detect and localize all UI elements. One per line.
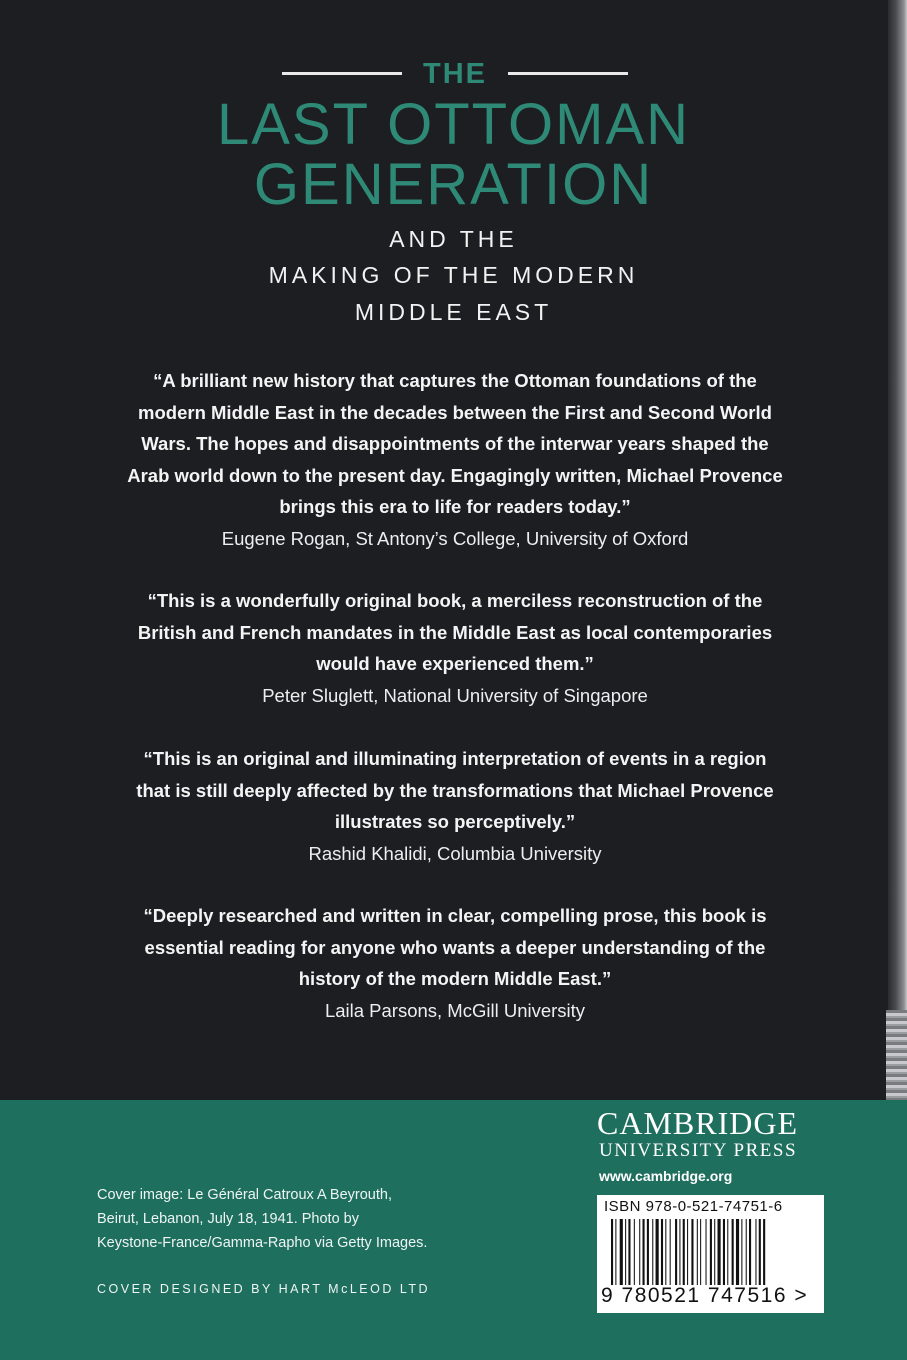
quote-line: brings this era to life for readers today.” xyxy=(279,496,631,517)
barcode-bar xyxy=(639,1219,640,1285)
barcode-bar xyxy=(675,1219,677,1285)
quote-line: illustrates so perceptively.” xyxy=(334,811,576,832)
barcode-bar xyxy=(714,1219,715,1285)
quote-line: modern Middle East in the decades between the First and Second World xyxy=(138,401,772,423)
quote-line: Arab world down to the present day. Engagingly written, Michael Provence xyxy=(127,464,783,486)
title-the: THE xyxy=(423,58,487,90)
barcode-bar xyxy=(727,1219,728,1285)
barcode-bar xyxy=(634,1219,635,1285)
cover-designer-credit: COVER DESIGNED BY HART McLEOD LTD xyxy=(97,1282,431,1296)
quote-line: British and French mandates in the Middle East as local contemporaries xyxy=(137,621,773,643)
credit-line: Cover image: Le Général Catroux A Beyrouth, xyxy=(97,1187,392,1203)
barcode-bar xyxy=(749,1219,751,1285)
review-quote xyxy=(100,585,810,680)
review-khalidi xyxy=(100,743,810,869)
barcode-bar xyxy=(687,1219,688,1285)
barcode-bar xyxy=(763,1219,765,1285)
review-quote xyxy=(100,365,810,523)
quote-line: that is still deeply affected by the transformations that Michael Provence xyxy=(136,779,774,801)
credit-line: Beirut, Lebanon, July 18, 1941. Photo by xyxy=(97,1211,359,1227)
barcode-bar xyxy=(759,1219,761,1285)
barcode-bar xyxy=(652,1219,653,1285)
subtitle-line-2: MAKING OF THE MODERN xyxy=(268,262,639,288)
barcode-bar xyxy=(683,1219,685,1285)
cover-image-credit xyxy=(97,1183,517,1255)
review-attribution: Laila Parsons, McGill University xyxy=(324,999,586,1021)
title-rule-left xyxy=(282,72,402,75)
review-attribution: Peter Sluglett, National University of Singapore xyxy=(262,684,648,706)
barcode-bar xyxy=(625,1219,626,1285)
barcode-bar xyxy=(755,1219,756,1285)
review-attribution: Rashid Khalidi, Columbia University xyxy=(308,842,602,864)
quote-line: history of the modern Middle East.” xyxy=(298,968,612,989)
barcode-bar xyxy=(647,1219,649,1285)
barcode-bar xyxy=(611,1219,613,1285)
quote-line: “A brilliant new history that captures the Ottoman foundations of the xyxy=(153,370,757,391)
barcode-bar xyxy=(741,1219,742,1285)
quote-line: “This is an original and illuminating interpretation of events in a region xyxy=(143,748,767,769)
publisher-logo-name: CAMBRIDGE xyxy=(597,1105,799,1141)
barcode-bar xyxy=(656,1219,659,1285)
barcode-bar xyxy=(710,1219,712,1285)
barcode-bar xyxy=(718,1219,721,1285)
review-quote xyxy=(100,900,810,995)
barcode-bar xyxy=(679,1219,680,1285)
book-title-line-1: LAST OTTOMAN xyxy=(216,92,691,157)
barcode-bar xyxy=(670,1219,671,1285)
title-row xyxy=(0,58,907,90)
review-rogan xyxy=(100,365,810,554)
barcode-bar xyxy=(706,1219,707,1285)
publisher-url: www.cambridge.org xyxy=(599,1168,733,1184)
barcode-bar xyxy=(661,1219,663,1285)
ean-number: 9 780521 747516 > xyxy=(601,1284,809,1307)
subtitle-line-3: MIDDLE EAST xyxy=(354,299,553,325)
book-title-line-2: GENERATION xyxy=(253,152,654,217)
barcode-bar xyxy=(691,1219,693,1285)
barcode-bar xyxy=(723,1219,725,1285)
barcode-bar xyxy=(620,1219,623,1285)
subtitle-line-1: AND THE xyxy=(389,226,518,252)
barcode-bar xyxy=(697,1219,698,1285)
review-sluglett xyxy=(100,585,810,711)
barcode-bar xyxy=(746,1219,747,1285)
title-rule-right xyxy=(508,72,628,75)
quote-line: “Deeply researched and written in clear, compelling prose, this book is xyxy=(143,905,767,926)
barcode-bar xyxy=(736,1219,739,1285)
review-attribution: Eugene Rogan, St Antony’s College, University of Oxford xyxy=(221,527,689,549)
barcode-bar xyxy=(665,1219,666,1285)
review-quote xyxy=(100,743,810,838)
quote-line: essential reading for anyone who wants a deeper understanding of the xyxy=(144,936,766,958)
barcode-bar xyxy=(732,1219,734,1285)
isbn-barcode xyxy=(597,1195,824,1313)
quote-line: would have experienced them.” xyxy=(316,653,594,674)
isbn-label: ISBN 978-0-521-74751-6 xyxy=(604,1198,783,1215)
barcode-bar xyxy=(643,1219,645,1285)
spine-photo-strip xyxy=(886,1010,907,1100)
barcode-bar xyxy=(700,1219,701,1285)
credit-line: Keystone-France/Gamma-Rapho via Getty Images. xyxy=(97,1235,428,1251)
review-parsons xyxy=(100,900,810,1026)
quote-line: “This is a wonderfully original book, a merciless reconstruction of the xyxy=(147,590,763,611)
barcode-bars xyxy=(611,1219,811,1285)
barcode-bar xyxy=(628,1219,630,1285)
quote-line: Wars. The hopes and disappointments of the interwar years shaped the xyxy=(141,433,769,454)
publisher-logo-press: UNIVERSITY PRESS xyxy=(599,1140,798,1161)
barcode-bar xyxy=(615,1219,616,1285)
